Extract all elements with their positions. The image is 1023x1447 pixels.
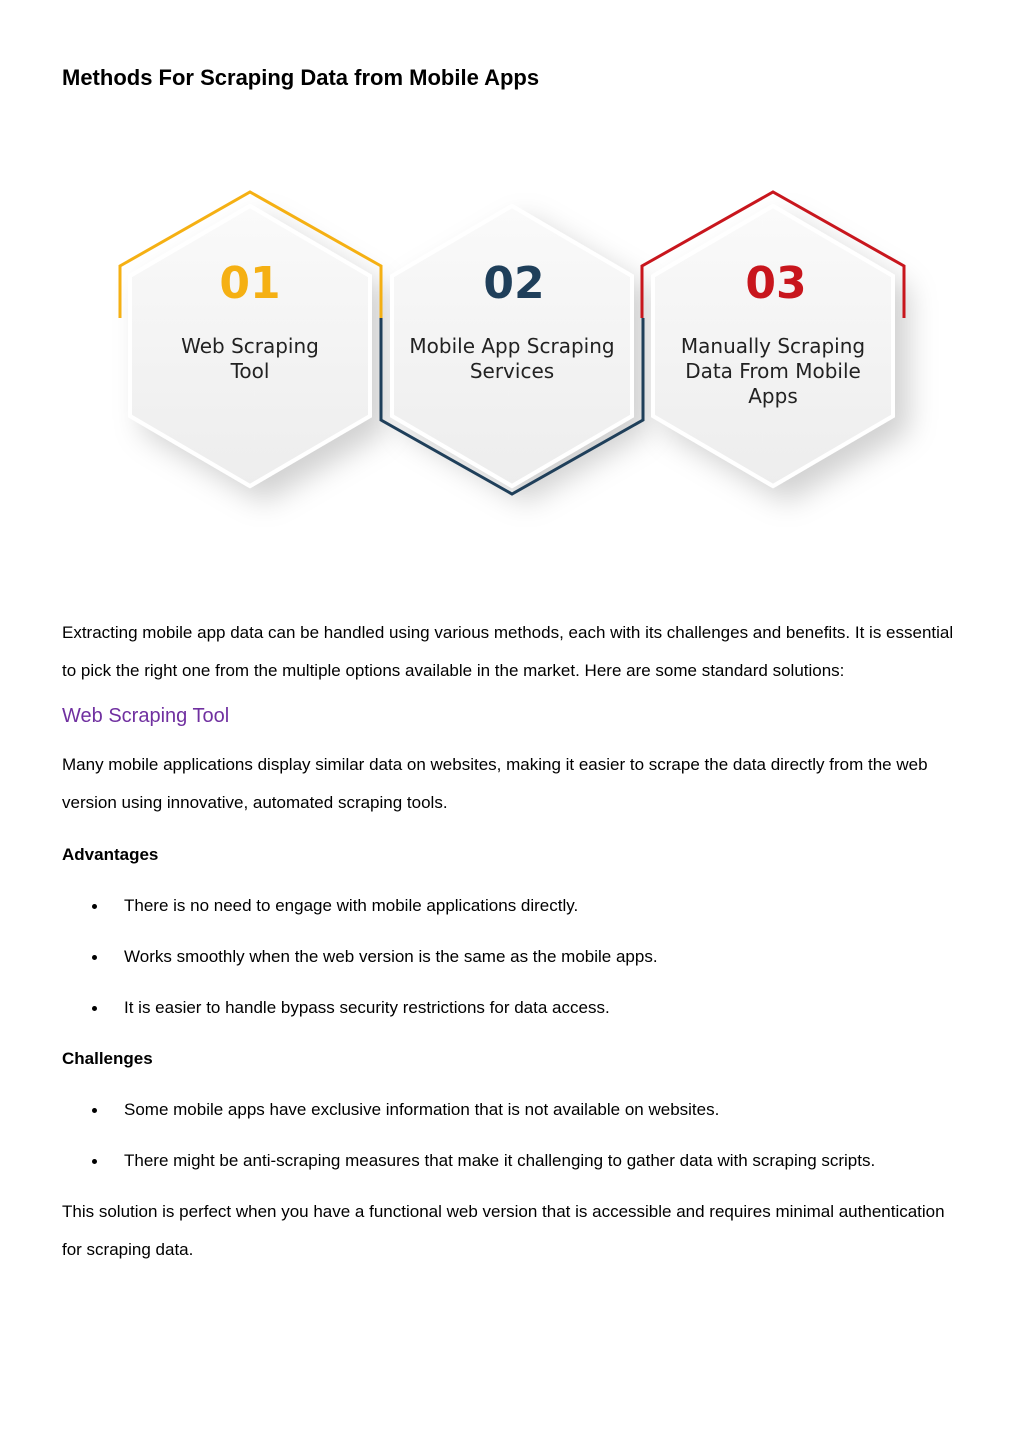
- section-heading-web-scraping-tool: Web Scraping Tool: [62, 705, 230, 727]
- step-hexagon-01: [120, 192, 381, 486]
- step-hexagon-02: [381, 206, 643, 494]
- step-02-label-line2: Services: [469, 359, 555, 383]
- challenges-list: [62, 1091, 962, 1180]
- bullet-icon: [92, 1006, 97, 1011]
- challenges-heading: Challenges: [62, 1049, 153, 1068]
- article-body: [62, 614, 962, 1269]
- advantages-list: [62, 887, 962, 1027]
- step-03-label-line3: Apps: [748, 384, 798, 408]
- list-item-text: Works smoothly when the web version is the same as the mobile apps.: [124, 947, 658, 966]
- bullet-icon: [92, 904, 97, 909]
- methods-infographic: [0, 160, 1023, 560]
- step-02-label-line1: Mobile App Scraping: [409, 334, 615, 358]
- list-item-text: There might be anti-scraping measures that make it challenging to gather data with scraping scripts.: [124, 1151, 876, 1170]
- section-description: Many mobile applications display similar data on websites, making it easier to scrape the data directly from the web version using innovative, automated scraping tools.: [62, 755, 928, 812]
- step-02-number: 02: [483, 258, 545, 309]
- step-hexagon-03: [642, 192, 904, 486]
- list-item: [62, 1091, 962, 1129]
- conclusion-paragraph: This solution is perfect when you have a functional web version that is accessible and requires minimal authentication for scraping data.: [62, 1202, 945, 1259]
- bullet-icon: [92, 1159, 97, 1164]
- bullet-icon: [92, 955, 97, 960]
- list-item-text: Some mobile apps have exclusive information that is not available on websites.: [124, 1100, 720, 1119]
- list-item: [62, 938, 962, 976]
- advantages-heading: Advantages: [62, 845, 159, 864]
- step-03-label-line2: Data From Mobile: [685, 359, 861, 383]
- step-03-number: 03: [745, 258, 807, 309]
- intro-paragraph: Extracting mobile app data can be handled using various methods, each with its challenges and benefits. It is essential to pick the right one from the multiple options available in the market. Here are some standard solutions:: [62, 623, 954, 680]
- page-title: Methods For Scraping Data from Mobile Apps: [62, 65, 540, 90]
- step-01-number: 01: [219, 258, 281, 309]
- step-01-label-line1: Web Scraping: [181, 334, 319, 358]
- list-item-text: There is no need to engage with mobile applications directly.: [124, 896, 579, 915]
- step-01-label-line2: Tool: [230, 359, 270, 383]
- list-item: [62, 1142, 962, 1180]
- bullet-icon: [92, 1108, 97, 1113]
- list-item-text: It is easier to handle bypass security restrictions for data access.: [124, 998, 610, 1017]
- list-item: [62, 887, 962, 925]
- list-item: [62, 989, 962, 1027]
- step-03-label-line1: Manually Scraping: [680, 334, 866, 358]
